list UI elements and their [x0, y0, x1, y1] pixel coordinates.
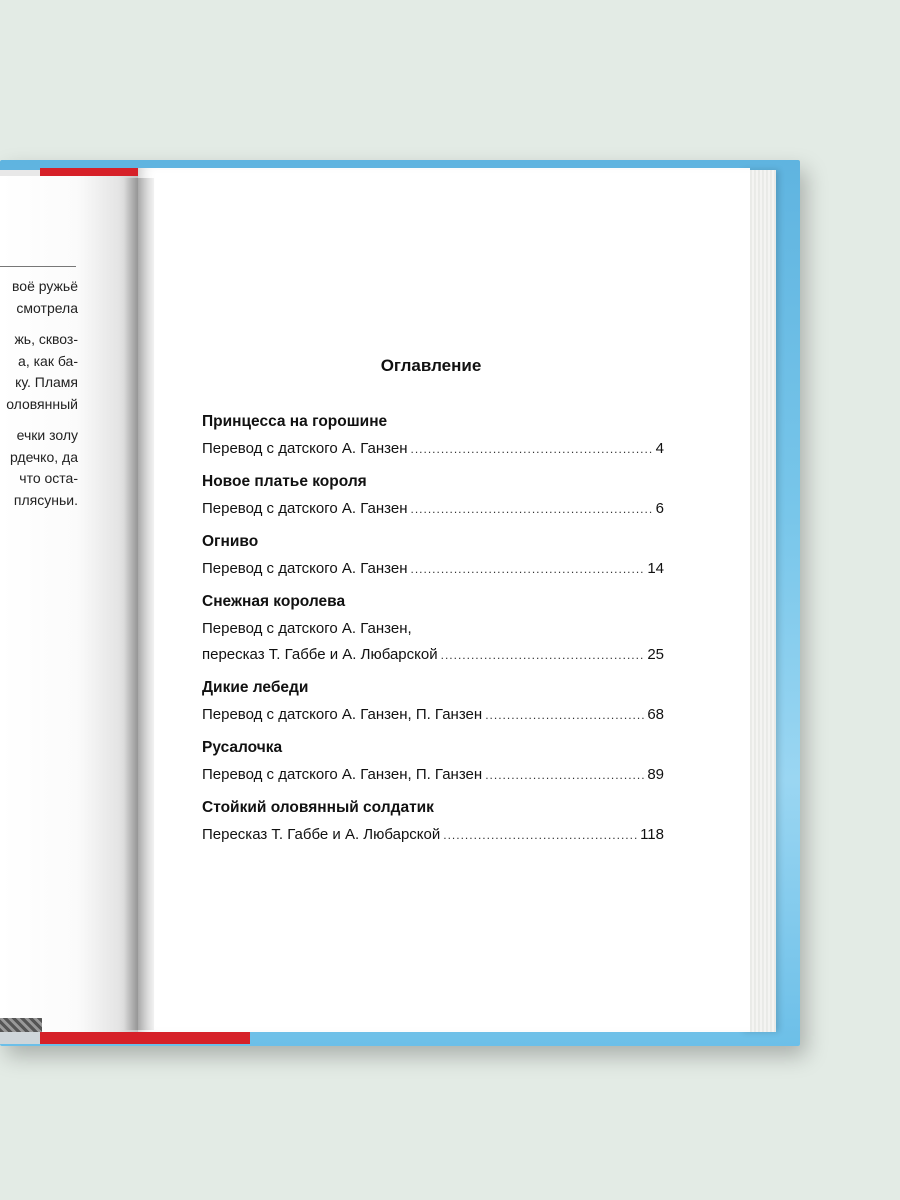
toc-entry-line [202, 764, 664, 786]
left-text-line: воё ружьё [12, 278, 78, 294]
toc-entry-credit: Перевод с датского А. Ганзен [202, 500, 408, 517]
toc-entry [202, 412, 664, 460]
toc-entry-line [202, 824, 664, 846]
left-text-line: что оста- [19, 470, 78, 486]
toc-page-number: 25 [647, 646, 664, 663]
toc-entry-credit: Перевод с датского А. Ганзен [202, 560, 408, 577]
left-text-line: а, как ба- [18, 352, 78, 369]
book-gutter [124, 178, 154, 1030]
toc-page-number: 6 [655, 500, 664, 517]
left-text-line: оловянный [6, 395, 78, 412]
dot-leader [410, 438, 652, 460]
toc-entry-line [202, 498, 664, 520]
toc-entry-title: Снежная королева [202, 593, 346, 610]
toc-entry-line [202, 558, 664, 580]
toc-entry [202, 592, 664, 666]
dot-leader [485, 764, 644, 786]
toc-entry-title: Принцесса на горошине [202, 413, 388, 430]
toc-entry-title: Огниво [202, 533, 259, 550]
toc-entry-line [202, 438, 664, 460]
toc-entry-credit: Перевод с датского А. Ганзен, [202, 620, 412, 637]
left-text-line: ечки золу [16, 427, 78, 443]
right-page [138, 168, 750, 1032]
paragraph-gap [0, 415, 78, 425]
page-rule [0, 266, 76, 267]
toc-entry-credit: Перевод с датского А. Ганзен, П. Ганзен [202, 766, 483, 783]
toc-entry-credit: пересказ Т. Габбе и А. Любарской [202, 646, 438, 663]
toc-page-number: 68 [647, 706, 664, 723]
left-text-line: рдечко, да [9, 448, 78, 465]
toc-entry [202, 472, 664, 520]
toc-entry [202, 798, 664, 846]
paragraph-gap [0, 319, 78, 329]
dot-leader [410, 498, 652, 520]
toc-page-number: 4 [655, 440, 664, 457]
toc-entry-line [202, 704, 664, 726]
left-text-line: смотрела [16, 299, 78, 316]
toc-entry-title: Дикие лебеди [202, 679, 309, 696]
illustration-fragment [0, 1018, 42, 1032]
toc-entry-credit: Перевод с датского А. Ганзен [202, 440, 408, 457]
toc-page-number: 89 [647, 766, 664, 783]
left-page-text [0, 276, 78, 511]
left-text-line: ку. Пламя [15, 374, 78, 390]
toc-entry-line [202, 644, 664, 666]
toc-page-number: 14 [647, 560, 664, 577]
left-text-line: плясуньи. [13, 491, 78, 508]
toc-entry-title: Новое платье короля [202, 473, 367, 490]
dot-leader [443, 824, 637, 846]
dot-leader [441, 644, 645, 666]
left-page [0, 176, 140, 1032]
toc-entry [202, 678, 664, 726]
toc-entry-credit: Пересказ Т. Габбе и А. Любарской [202, 826, 441, 843]
toc-entry-title: Русалочка [202, 739, 283, 756]
dot-leader [410, 558, 644, 580]
toc-entry-title: Стойкий оловянный солдатик [202, 799, 434, 816]
toc-page-number: 118 [640, 826, 664, 843]
toc-entry [202, 532, 664, 580]
table-of-contents [202, 412, 664, 858]
dot-leader [485, 704, 644, 726]
toc-title: Оглавление [380, 356, 482, 375]
toc-entry [202, 738, 664, 786]
left-text-line: жь, сквоз- [14, 331, 78, 347]
toc-entry-credit: Перевод с датского А. Ганзен, П. Ганзен [202, 706, 483, 723]
